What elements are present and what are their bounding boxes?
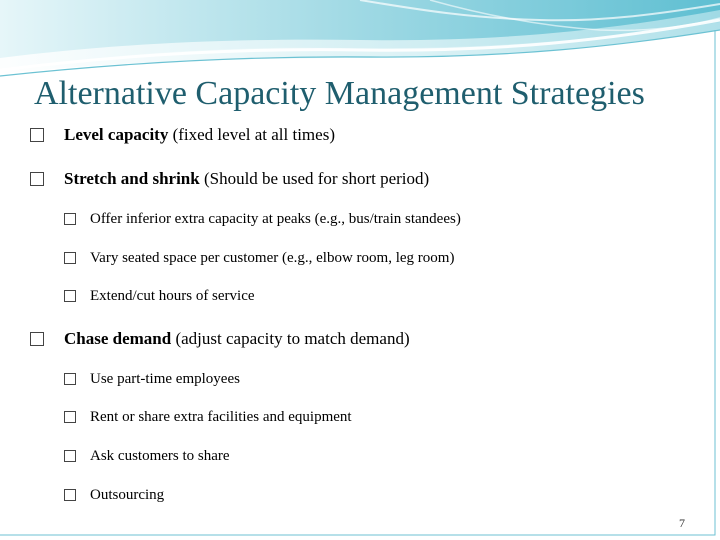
subitem-text: Rent or share extra facilities and equipment (90, 409, 352, 425)
bullet-text (64, 124, 335, 146)
subitem-text: Vary seated space per customer (e.g., elbow room, leg room) (90, 250, 455, 266)
checkbox-bullet-icon (64, 450, 76, 462)
subitem-text: Outsourcing (90, 487, 165, 503)
checkbox-bullet-icon (64, 489, 76, 501)
checkbox-bullet-icon (64, 290, 76, 302)
bullet-text (64, 168, 429, 190)
checkbox-bullet-icon (64, 411, 76, 423)
checkbox-bullet-icon (64, 213, 76, 225)
bullet-rest-text: (fixed level at all times) (168, 125, 335, 144)
subitem-text: Ask customers to share (90, 448, 230, 464)
subitem-text: Extend/cut hours of service (90, 288, 255, 304)
slide-title: Alternative Capacity Management Strategies (34, 75, 645, 112)
bullet-bold-text: Chase demand (64, 329, 172, 348)
page-number: 7 (679, 516, 685, 530)
subitem-text: Offer inferior extra capacity at peaks (e.g., bus/train standees) (90, 211, 461, 227)
bullet-text (64, 328, 410, 350)
checkbox-bullet-icon (30, 332, 44, 346)
checkbox-bullet-icon (64, 252, 76, 264)
checkbox-bullet-icon (64, 373, 76, 385)
bullet-rest-text: (Should be used for short period) (199, 169, 430, 188)
subitem-text: Use part-time employees (90, 371, 240, 387)
checkbox-bullet-icon (30, 128, 44, 142)
bullet-bold-text: Level capacity (64, 125, 169, 144)
bullet-bold-text: Stretch and shrink (64, 169, 200, 188)
bullet-rest-text: (adjust capacity to match demand) (171, 329, 410, 348)
checkbox-bullet-icon (30, 172, 44, 186)
